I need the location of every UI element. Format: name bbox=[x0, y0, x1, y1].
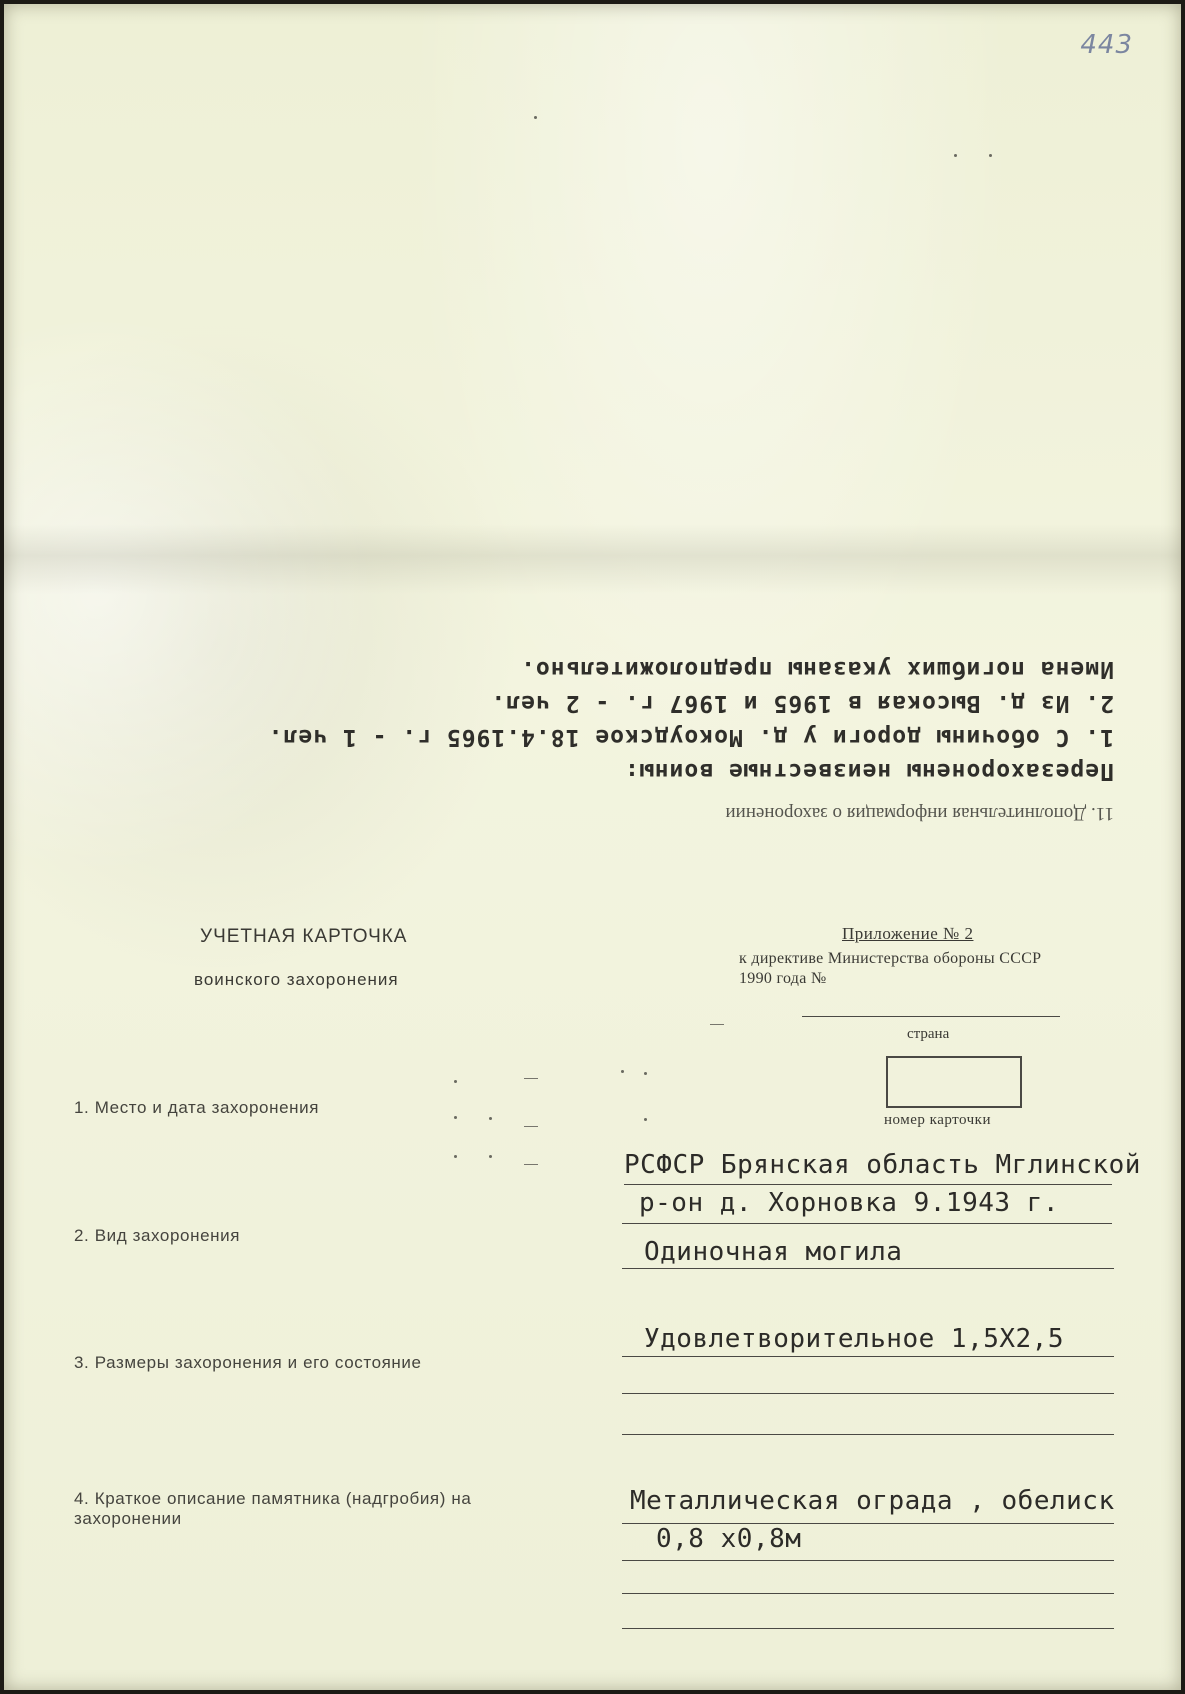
dash-mark bbox=[524, 1164, 538, 1165]
reverse-line: 1. С обочины дороги у д. Мокоудское 18.4.1965 г. - 1 чел. bbox=[267, 724, 1114, 750]
field-monument-value: Металлическая ограда , обелиск bbox=[630, 1486, 1115, 1516]
field-line bbox=[622, 1434, 1114, 1435]
card-number-label: номер карточки bbox=[884, 1112, 991, 1128]
speck bbox=[621, 1070, 624, 1073]
field-place-date-value: р-он д. Хорновка 9.1943 г. bbox=[639, 1188, 1059, 1218]
field-burial-type-label: 2. Вид захоронения bbox=[74, 1226, 241, 1245]
speck bbox=[644, 1118, 647, 1121]
card-title: УЧЕТНАЯ КАРТОЧКА bbox=[200, 926, 408, 947]
speck bbox=[454, 1080, 457, 1083]
document-page bbox=[4, 4, 1181, 1690]
field-line bbox=[624, 1184, 1112, 1185]
reverse-line: Имена погибших указаны предположительно. bbox=[520, 656, 1114, 682]
speck bbox=[454, 1116, 457, 1119]
country-label: страна bbox=[907, 1026, 950, 1042]
field-burial-type-value: Одиночная могила bbox=[644, 1237, 903, 1267]
field-dimensions-value: Удовлетворительное 1,5Х2,5 bbox=[644, 1324, 1064, 1354]
field-place-date-value: РСФСР Брянская область Мглинской bbox=[624, 1150, 1141, 1180]
appendix-directive: к директиве Министерства обороны СССР bbox=[739, 950, 1042, 967]
field-line bbox=[622, 1356, 1114, 1357]
reverse-line: 2. Из д. Высокая в 1965 и 1967 г. - 2 чел. bbox=[490, 690, 1114, 716]
field-line bbox=[622, 1560, 1114, 1561]
card-subtitle: воинского захоронения bbox=[194, 970, 399, 989]
field-dimensions-label: 3. Размеры захоронения и его состояние bbox=[74, 1353, 422, 1372]
reverse-heading: 11. Дополнительная информация о захоронении bbox=[725, 803, 1114, 824]
speck bbox=[954, 154, 957, 157]
page-number: 443 bbox=[1080, 30, 1133, 60]
reverse-additional-info bbox=[174, 609, 1114, 824]
dash-mark bbox=[710, 1024, 724, 1025]
field-line bbox=[622, 1223, 1112, 1224]
field-place-date-label: 1. Место и дата захоронения bbox=[74, 1098, 320, 1117]
speck bbox=[489, 1117, 492, 1120]
speck bbox=[644, 1072, 647, 1075]
speck bbox=[454, 1155, 457, 1158]
appendix-title: Приложение № 2 bbox=[842, 924, 974, 943]
speck bbox=[489, 1155, 492, 1158]
field-line bbox=[622, 1393, 1114, 1394]
appendix-year: 1990 года № bbox=[739, 970, 827, 987]
country-field-line bbox=[802, 1016, 1060, 1017]
field-monument-label: 4. Краткое описание памятника (надгробия) на захоронении bbox=[74, 1489, 472, 1528]
dash-mark bbox=[524, 1078, 538, 1079]
card-number-box bbox=[886, 1056, 1022, 1108]
paper-fold-shadow bbox=[4, 524, 1181, 594]
speck bbox=[989, 154, 992, 157]
field-line bbox=[622, 1593, 1114, 1594]
reverse-line: Перезахоронены неизвестные воины: bbox=[624, 758, 1114, 784]
field-line bbox=[622, 1628, 1114, 1629]
field-line bbox=[622, 1268, 1114, 1269]
dash-mark bbox=[524, 1126, 538, 1127]
field-monument-value: 0,8 х0,8м bbox=[656, 1524, 802, 1554]
speck bbox=[534, 116, 537, 119]
